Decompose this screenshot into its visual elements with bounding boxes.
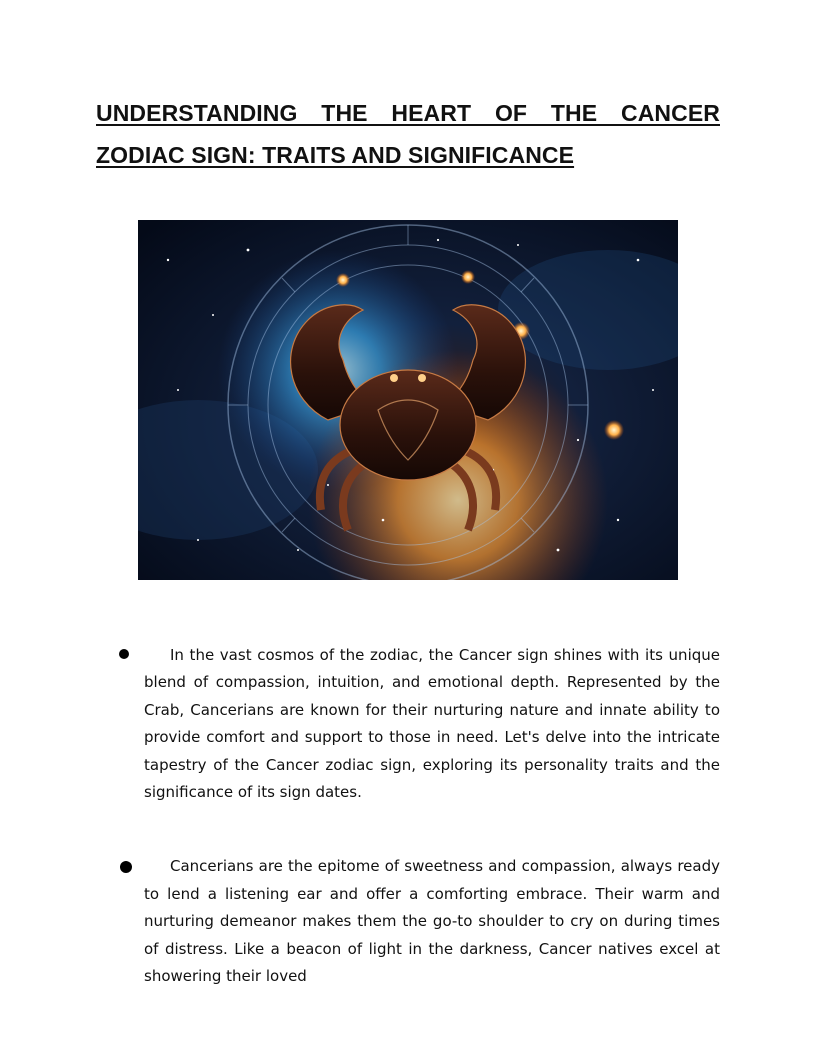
bullet-icon	[119, 649, 129, 659]
bullet-icon	[120, 861, 132, 873]
document-title: UNDERSTANDING THE HEART OF THE CANCER ZODIAC SIGN: TRAITS AND SIGNIFICANCE	[96, 100, 720, 168]
list-item	[96, 834, 720, 990]
list-item-text: Cancerians are the epitome of sweetness and compassion, always ready to lend a listening ear and offer a comforting embrace. Their warm and nurturing demeanor makes them the go-to shoulder to cry on during times of distress. Like a beacon of light in the darkness, Cancer natives excel at showering their loved	[144, 857, 720, 986]
bullet-list	[96, 642, 720, 1018]
list-item	[96, 642, 720, 806]
crab-zodiac-illustration	[138, 220, 678, 580]
list-item-text: In the vast cosmos of the zodiac, the Cancer sign shines with its unique blend of compassion, intuition, and emotional depth. Represented by the Crab, Cancerians are known for their nurturing nature and innate ability to provide comfort and support to those in need. Let's delve into the intricate tapestry of the Cancer zodiac sign, exploring its personality traits and the significance of its sign dates.	[144, 646, 720, 802]
crab-illustration-graphic	[138, 220, 678, 580]
